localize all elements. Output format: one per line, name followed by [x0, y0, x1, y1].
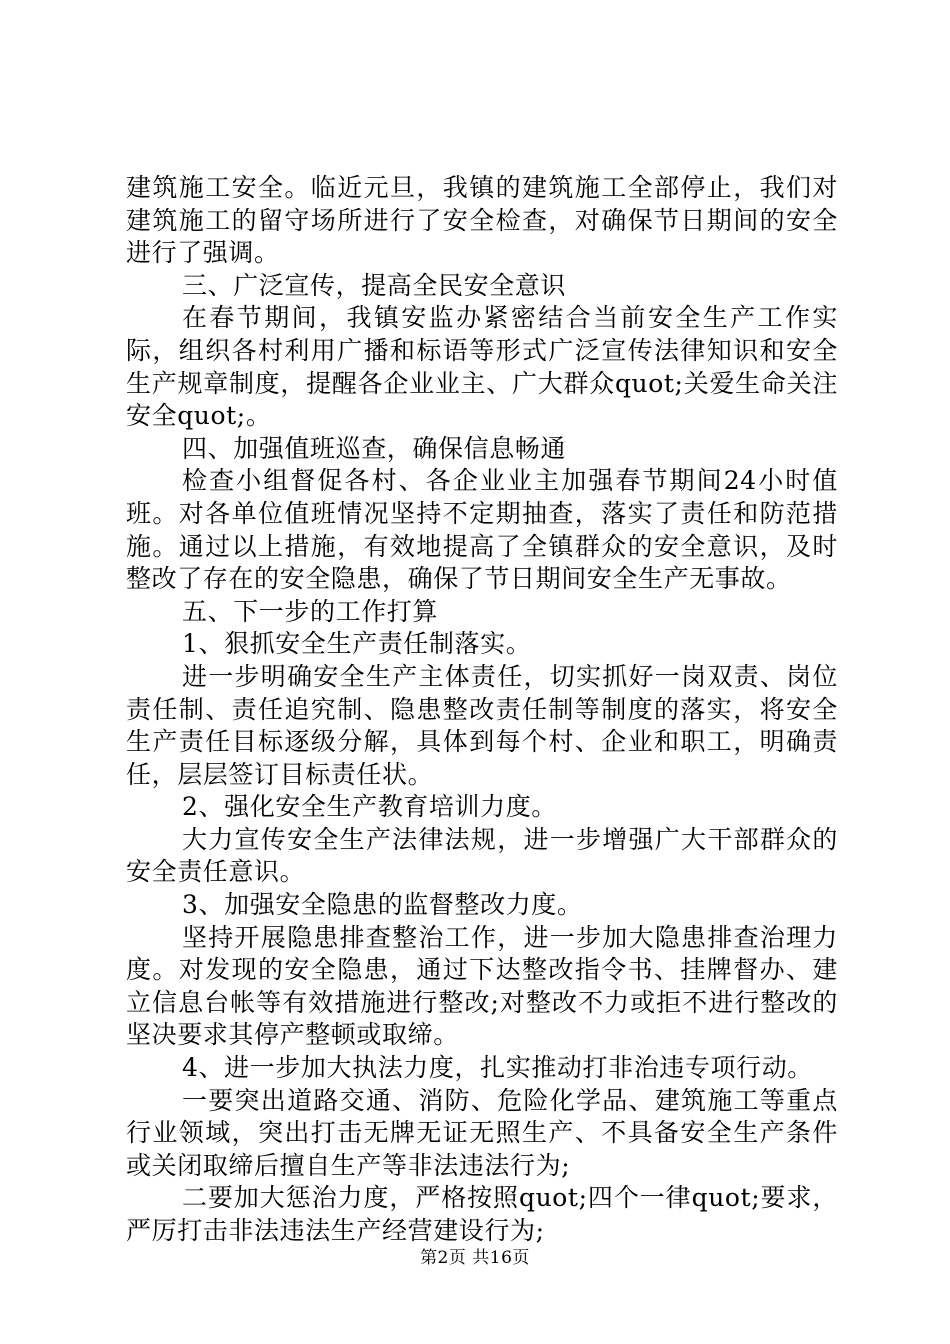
subheading-1: 1、狠抓安全生产责任制落实。 — [182, 629, 532, 659]
paragraph-6: 坚持开展隐患排查整治工作，进一步加大隐患排查治理力度。对发现的安全隐患，通过下达整改指令书、挂牌督办、建立信息台帐等有效措施进行整改;对整改不力或拒不进行整改的坚决要求其停产整顿或取缔。 — [126, 922, 838, 1050]
paragraph-3: 检查小组督促各村、各企业业主加强春节期间24小时值班。对各单位值班情况坚持不定期抽查，落实了责任和防范措施。通过以上措施，有效地提高了全镇群众的安全意识，及时整改了存在的安全隐患，确保了节日期间安全生产无事故。 — [126, 466, 838, 594]
paragraph-7: 一要突出道路交通、消防、危险化学品、建筑施工等重点行业领域，突出打击无牌无证无照生产、不具备安全生产条件或关闭取缔后擅自生产等非法违法行为; — [126, 1085, 838, 1180]
paragraph-1: 建筑施工安全。临近元旦，我镇的建筑施工全部停止，我们对建筑施工的留守场所进行了安全检查，对确保节日期间的安全进行了强调。 — [126, 173, 838, 268]
section-heading-5: 五、下一步的工作打算 — [182, 596, 439, 626]
subheading-3: 3、加强安全隐患的监督整改力度。 — [182, 890, 583, 920]
paragraph-5: 大力宣传安全生产法律法规，进一步增强广大干部群众的安全责任意识。 — [126, 824, 838, 887]
section-heading-4: 四、加强值班巡查，确保信息畅通 — [182, 433, 567, 463]
paragraph-2: 在春节期间，我镇安监办紧密结合当前安全生产工作实际，组织各村利用广播和标语等形式广泛宣传法律知识和安全生产规章制度，提醒各企业业主、广大群众quot;关爱生命关注安全quot;。 — [126, 303, 838, 431]
paragraph-4: 进一步明确安全生产主体责任，切实抓好一岗双责、岗位责任制、责任追究制、隐患整改责任制等制度的落实，将安全生产责任目标逐级分解，具体到每个村、企业和职工，明确责任，层层签订目标责任状。 — [126, 661, 838, 789]
document-body — [126, 172, 838, 1248]
section-heading-3: 三、广泛宣传，提高全民安全意识 — [182, 270, 567, 300]
subheading-2: 2、强化安全生产教育培训力度。 — [182, 792, 557, 822]
page-number-footer: 第2页 共16页 — [420, 1248, 530, 1268]
subheading-4: 4、进一步加大执法力度，扎实推动打非治违专项行动。 — [182, 1053, 813, 1083]
paragraph-8: 二要加大惩治力度，严格按照quot;四个一律quot;要求，严厉打击非法违法生产经营建设行为; — [126, 1183, 838, 1245]
